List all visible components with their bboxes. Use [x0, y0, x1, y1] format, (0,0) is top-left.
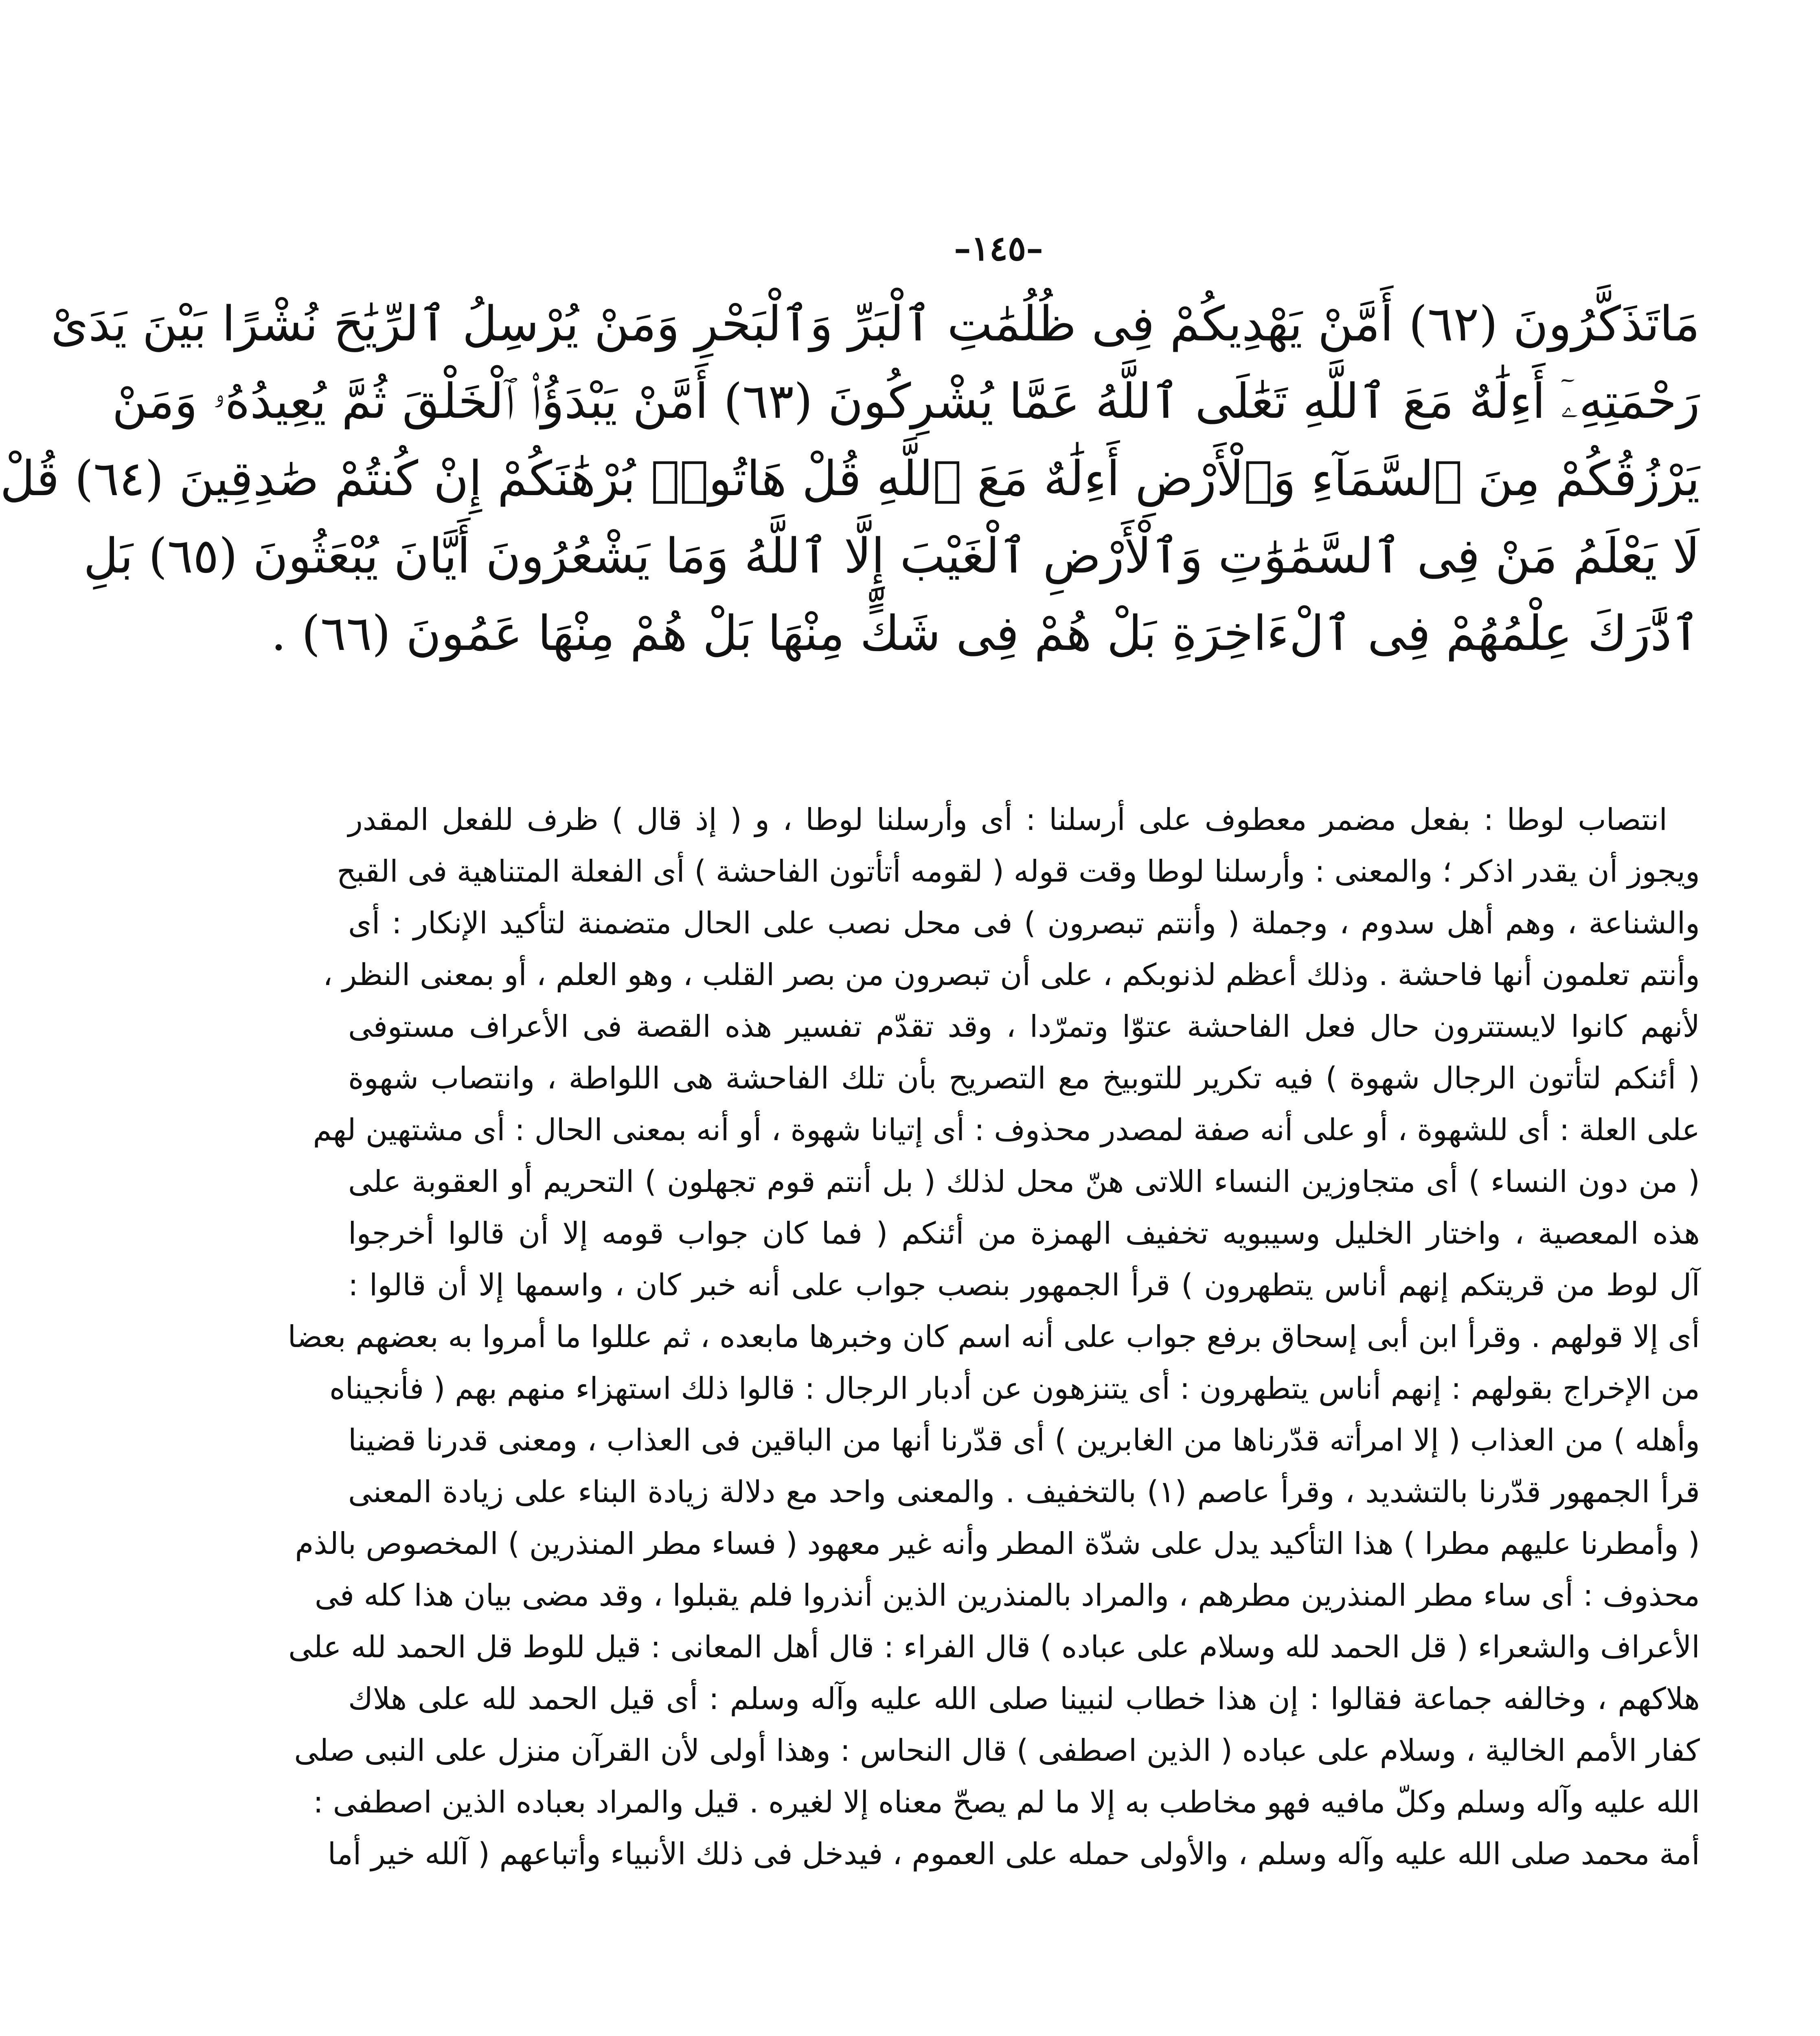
- commentary-line: أى إلا قولهم . وقرأ ابن أبى إسحاق برفع جواب على أنه اسم كان وخبرها مابعده ، ثم عللوا ما أمروا به بعضهم بعضا: [287, 1319, 1700, 1354]
- commentary-line: لأنهم كانوا لايستترون حال فعل الفاحشة عتوّا وتمرّدا ، وقد تقدّم تفسير هذه القصة فى الأعراف مستوفى: [348, 1009, 1700, 1044]
- commentary-line: من الإخراج بقولهم : إنهم أناس يتطهرون : أى يتنزهون عن أدبار الرجال : قالوا ذلك استهزاء منهم بهم ( فأنجيناه: [329, 1371, 1700, 1406]
- quran-line: يَرْزُقُكُمْ مِنَ ٱلسَّمَآءِ وَٱلْأَرْضِ أَءِلَٰهٌ مَعَ ٱللَّهِ قُلْ هَاتُوا۟ بُرْهَٰنَكُمْ إِنْ كُنتُمْ صَٰدِقِينَ (٦٤) قُلْ: [0, 450, 1700, 507]
- commentary-line: محذوف : أى ساء مطر المنذرين مطرهم ، والمراد بالمنذرين الذين أنذروا فلم يقبلوا ، وقد مضى بيان هذا كله فى: [314, 1578, 1700, 1613]
- commentary-line: أمة محمد صلى الله عليه وآله وسلم ، والأولى حمله على العموم ، فيدخل فى ذلك الأنبياء وأتباعهم ( آلله خير أما: [327, 1836, 1700, 1871]
- commentary-line: هلاكهم ، وخالفه جماعة فقالوا : إن هذا خطاب لنبينا صلى الله عليه وآله وسلم : أى قيل الحمد لله على هلاك: [348, 1681, 1700, 1716]
- commentary-line: هذه المعصية ، واختار الخليل وسيبويه تخفيف الهمزة من أئنكم ( فما كان جواب قومه إلا أن قالوا أخرجوا: [348, 1216, 1700, 1251]
- commentary-text: [287, 794, 1700, 1880]
- quran-verses: [0, 285, 1700, 672]
- commentary-line: ( من دون النساء ) أى متجاوزين النساء اللاتى هنّ محل لذلك ( بل أنتم قوم تجهلون ) التحريم أو العقوبة على: [348, 1164, 1700, 1199]
- commentary-line: ( أئنكم لتأتون الرجال شهوة ) فيه تكرير للتوبيخ مع التصريح بأن تلك الفاحشة هى اللواطة ، وانتصاب شهوة: [348, 1061, 1700, 1096]
- commentary-line: ( وأمطرنا عليهم مطرا ) هذا التأكيد يدل على شدّة المطر وأنه غير معهود ( فساء مطر المنذرين ) المخصوص بالذم: [295, 1526, 1700, 1561]
- commentary-line: وأنتم تعلمون أنها فاحشة . وذلك أعظم لذنوبكم ، على أن تبصرون من بصر القلب ، وهو العلم ، أو بمعنى النظر ،: [323, 957, 1700, 992]
- commentary-line: وأهله ) من العذاب ( إلا امرأته قدّرناها من الغابرين ) أى قدّرنا أنها من الباقين فى العذاب ، ومعنى قدرنا قضينا: [348, 1423, 1700, 1458]
- quran-line: مَاتَذَكَّرُونَ (٦٢) أَمَّنْ يَهْدِيكُمْ فِى ظُلُمَٰتِ ٱلْبَرِّ وَٱلْبَحْرِ وَمَنْ يُرْسِلُ ٱلرِّيَٰحَ نُشْرًا بَيْنَ يَدَىْ: [50, 296, 1700, 352]
- page-number: –١٤٥–: [954, 228, 1044, 268]
- commentary-line: انتصاب لوطا : بفعل مضمر معطوف على أرسلنا : أى وأرسلنا لوطا ، و ( إذ قال ) ظرف للفعل المقدر: [348, 802, 1667, 837]
- quran-line: رَحْمَتِهِۦٓ أَءِلَٰهٌ مَعَ ٱللَّهِ تَعَٰلَى ٱللَّهُ عَمَّا يُشْرِكُونَ (٦٣) أَمَّنْ يَبْدَؤُا۟ ٱلْخَلْقَ ثُمَّ يُعِيدُهُۥ وَمَنْ: [112, 373, 1700, 429]
- commentary-line: الله عليه وآله وسلم وكلّ مافيه فهو مخاطب به إلا ما لم يصحّ معناه إلا لغيره . قيل والمراد بعباده الذين اصطفى :: [313, 1785, 1700, 1820]
- commentary-line: كفار الأمم الخالية ، وسلام على عباده ( الذين اصطفى ) قال النحاس : وهذا أولى لأن القرآن منزل على النبى صلى: [294, 1733, 1700, 1768]
- commentary-line: الأعراف والشعراء ( قل الحمد لله وسلام على عباده ) قال الفراء : قال أهل المعانى : قيل للوط قل الحمد لله على: [288, 1630, 1700, 1665]
- quran-line: ٱدَّٰرَكَ عِلْمُهُمْ فِى ٱلْءَاخِرَةِ بَلْ هُمْ فِى شَكٍّ مِنْهَا بَلْ هُمْ مِنْهَا عَمُونَ (٦٦) .: [271, 605, 1700, 661]
- commentary-line: والشناعة ، وهم أهل سدوم ، وجملة ( وأنتم تبصرون ) فى محل نصب على الحال متضمنة لتأكيد الإنكار : أى: [348, 906, 1700, 941]
- commentary-line: ويجوز أن يقدر اذكر ؛ والمعنى : وأرسلنا لوطا وقت قوله ( لقومه أتأتون الفاحشة ) أى الفعلة المتناهية فى القبح: [337, 854, 1700, 889]
- commentary-line: قرأ الجمهور قدّرنا بالتشديد ، وقرأ عاصم (١) بالتخفيف . والمعنى واحد مع دلالة زيادة البناء على زيادة المعنى: [348, 1474, 1700, 1509]
- quran-line: لَا يَعْلَمُ مَنْ فِى ٱلسَّمَٰوَٰتِ وَٱلْأَرْضِ ٱلْغَيْبَ إِلَّا ٱللَّهُ وَمَا يَشْعُرُونَ أَيَّانَ يُبْعَثُونَ (٦٥) بَلِ: [83, 528, 1700, 584]
- commentary-line: على العلة : أى للشهوة ، أو على أنه صفة لمصدر محذوف : أى إتيانا شهوة ، أو أنه بمعنى الحال : أى مشتهين لهم: [313, 1112, 1700, 1147]
- commentary-line: آل لوط من قريتكم إنهم أناس يتطهرون ) قرأ الجمهور بنصب جواب على أنه خبر كان ، واسمها إلا أن قالوا :: [348, 1268, 1700, 1303]
